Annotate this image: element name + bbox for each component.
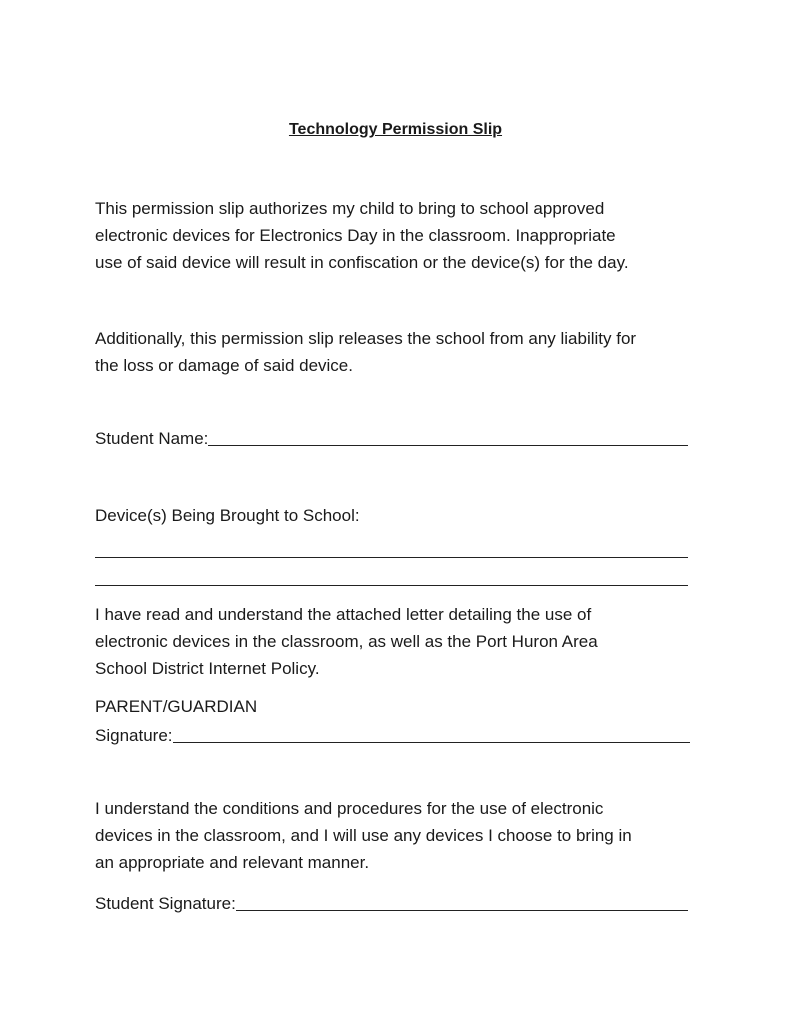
student-name-label: Student Name:: [95, 429, 209, 448]
signature-label: Signature:: [95, 726, 173, 745]
text-line: School District Internet Policy.: [95, 659, 320, 678]
devices-label: Device(s) Being Brought to School:: [95, 506, 360, 525]
student-name-field[interactable]: [95, 425, 688, 452]
text-line: electronic devices for Electronics Day in the classroom. Inappropriate: [95, 226, 616, 245]
student-name-line[interactable]: [208, 445, 688, 446]
text-line: Additionally, this permission slip releases the school from any liability for: [95, 329, 637, 348]
text-line: devices in the classroom, and I will use any devices I choose to bring in: [95, 826, 632, 845]
text-line: I understand the conditions and procedures for the use of electronic: [95, 799, 604, 818]
student-signature-label: Student Signature:: [95, 894, 236, 913]
text-line: electronic devices in the classroom, as well as the Port Huron Area: [95, 632, 598, 651]
page-title: Technology Permission Slip: [288, 121, 503, 138]
text-line: the loss or damage of said device.: [95, 356, 353, 375]
parent-signature-line[interactable]: [173, 742, 691, 743]
text-line: I have read and understand the attached letter detailing the use of: [95, 605, 592, 624]
text-line: This permission slip authorizes my child to bring to school approved: [95, 199, 605, 218]
devices-line-1[interactable]: [95, 557, 688, 558]
parent-signature-field[interactable]: [95, 722, 690, 749]
student-signature-line[interactable]: [236, 910, 688, 911]
text-line: an appropriate and relevant manner.: [95, 853, 370, 872]
parent-guardian-label: PARENT/GUARDIAN: [95, 697, 258, 716]
devices-line-2[interactable]: [95, 585, 688, 586]
text-line: use of said device will result in confiscation or the device(s) for the day.: [95, 253, 629, 272]
student-signature-field[interactable]: [95, 890, 688, 917]
